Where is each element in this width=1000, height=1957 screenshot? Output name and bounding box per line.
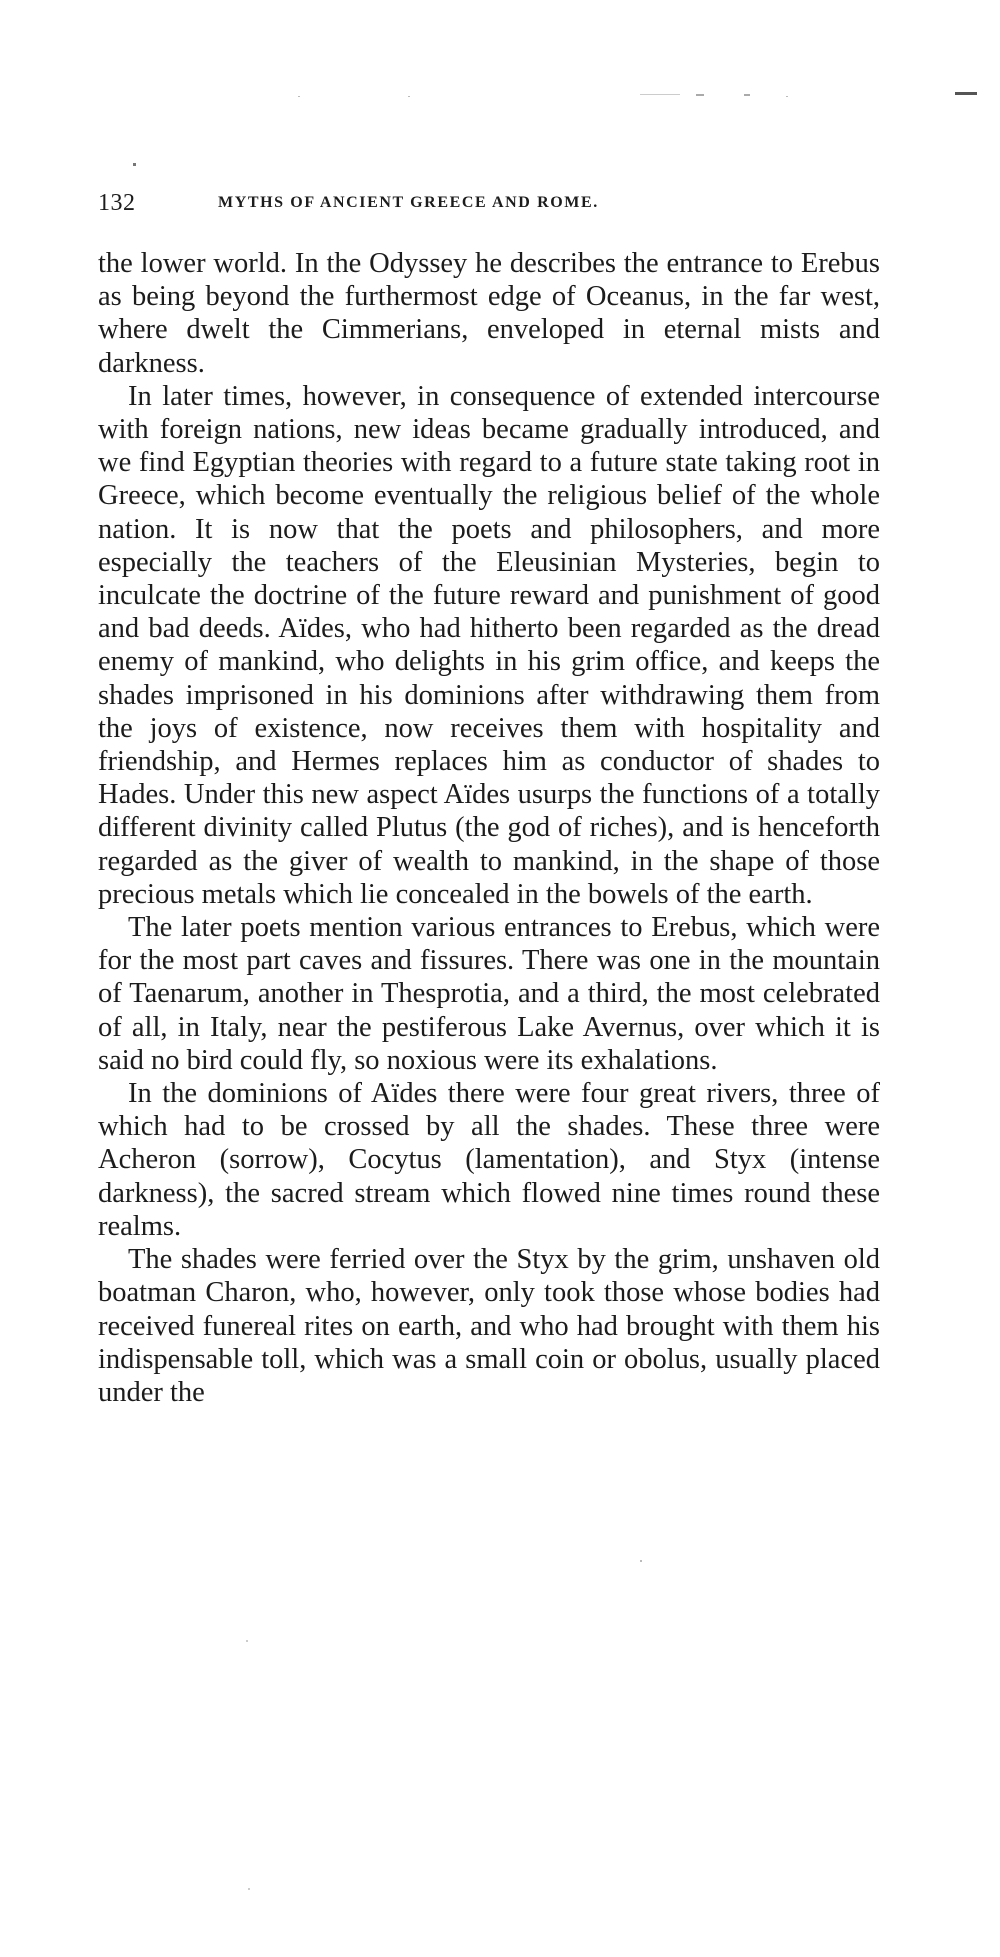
paragraph: In the dominions of Aïdes there were four great rivers, three of which had to be crossed by all the shades. These three were Acheron (sorrow), Cocytus (lamentation), and Styx (intense darkness), the sacred stream which flowed nine times round these realms. [98,1078,880,1242]
page-header [98,190,880,220]
page-number: 132 [98,190,136,216]
body-text [98,247,880,1409]
paragraph: In later times, however, in consequence of extended intercourse with foreign nations, new ideas became gradually introduced, and we find Egyptian theories with regard to a future state taking root in Greece, which become eventually the religious belief of the whole nation. It is now that the poets and philosophers, and more especially the teachers of the Eleusinian Mysteries, begin to inculcate the doctrine of the future reward and punishment of good and bad deeds. Aïdes, who had hitherto been regarded as the dread enemy of mankind, who delights in his grim office, and keeps the shades imprisoned in his dominions after withdrawing them from the joys of existence, now receives them with hospitality and friendship, and Hermes replaces him as conductor of shades to Hades. Under this new aspect Aïdes usurps the functions of a totally different divinity called Plutus (the god of riches), and is henceforth regarded as the giver of wealth to mankind, in the shape of those precious metals which lie concealed in the bowels of the earth. [98,380,880,910]
paragraph-continuation: the lower world. In the Odyssey he describes the entrance to Erebus as being beyond the furthermost edge of Oceanus, in the far west, where dwelt the Cimmerians, enveloped in eternal mists and darkness. [98,248,880,379]
paragraph: The later poets mention various entrances to Erebus, which were for the most part caves and fissures. There was one in the mountain of Taenarum, another in Thesprotia, and a third, the most celebrated of all, in Italy, near the pestiferous Lake Avernus, over which it is said no bird could fly, so noxious were its exhalations. [98,912,880,1076]
running-title: MYTHS OF ANCIENT GREECE AND ROME. [218,194,599,211]
paragraph: The shades were ferried over the Styx by the grim, unshaven old boatman Charon, who, however, only took those whose bodies had received funereal rites on earth, and who had brought with them his indispensable toll, which was a small coin or obolus, usually placed under the [98,1244,880,1408]
